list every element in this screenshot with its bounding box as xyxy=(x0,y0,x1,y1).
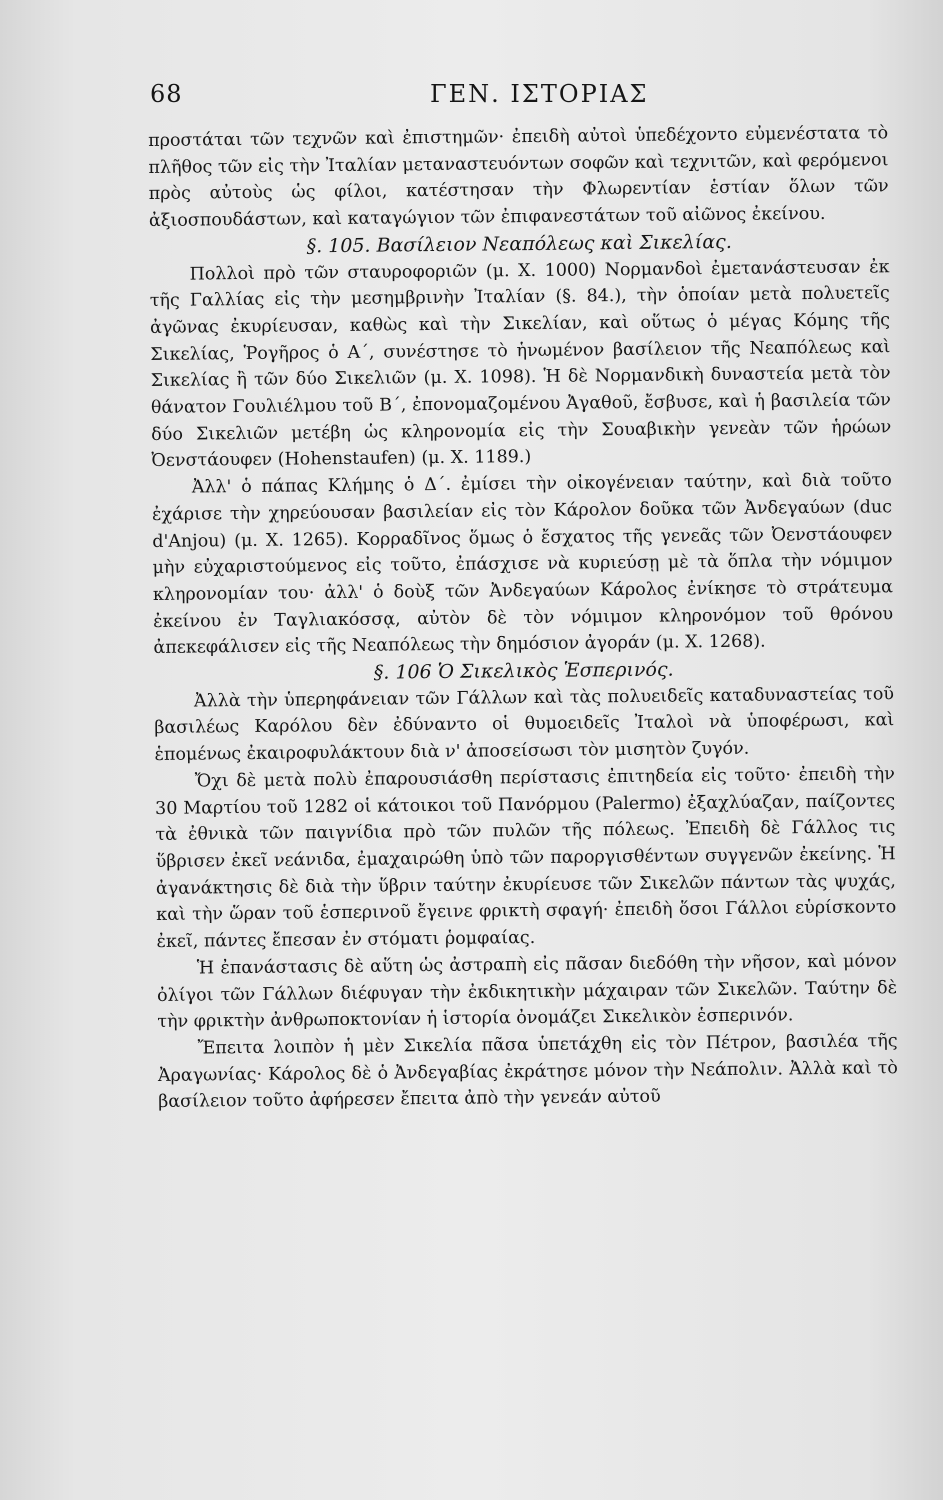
page-header xyxy=(150,80,910,116)
page-number: 68 xyxy=(150,80,183,108)
paragraph-aftermath: Ἔπειτα λοιπὸν ἡ μὲν Σικελία πᾶσα ὑπετάχθη εἰς τὸν Πέτρον, βασιλέα τῆς Ἀραγωνίας· Κάρολος δὲ ὁ Ἀνδεγαβίας ἐκράτησε μόνον τὴν Νεάπολιν. Ἀλλὰ καὶ τὸ βασίλειον τοῦτο ἀφήρεσεν ἔπειτα ἀπὸ τὴν γενεάν αὐτοῦ xyxy=(157,1031,898,1113)
section-heading-105: §. 105. Βασίλειον Νεαπόλεως καὶ Σικελίας. xyxy=(306,230,732,258)
paragraph-french-pride: Ἀλλὰ τὴν ὑπερηφάνειαν τῶν Γάλλων καὶ τὰς πολυειδεῖς καταδυναστείας τοῦ βασιλέως Καρόλου δὲν ἐδύναντο οἱ θυμοειδεῖς Ἰταλοὶ νὰ ὑποφέρωσι, καὶ ἑπομένως ἐκαιροφυλάκτουν διὰ ν' ἀποσείσωσι τὸν μισητὸν ζυγόν. xyxy=(154,683,895,766)
paragraph-revolt: Ἡ ἐπανάστασις δὲ αὕτη ὡς ἀστραπὴ εἰς πᾶσαν διεδόθη τὴν νῆσον, καὶ μόνον ὀλίγοι τῶν Γάλλων διέφυγαν τὴν ἐκδικητικὴν μάχαιραν τῶν Σικελῶν. Ταύτην δὲ τὴν φρικτὴν ἀνθρωποκτονίαν ἡ ἱστορία ὀνομάζει Σικελικὸν ἑσπερινόν. xyxy=(156,951,898,1033)
running-title: ΓΕΝ. ΙΣΤΟΡΙΑΣ xyxy=(430,80,649,108)
paragraph-continuation: προστάται τῶν τεχνῶν καὶ ἐπιστημῶν· ἐπειδὴ αὐτοὶ ὑπεδέχοντο εὐμενέστατα τὸ πλῆθος τῶν εἰς τὴν Ἰταλίαν μεταναστευόντων σοφῶν καὶ τεχνιτῶν, καὶ φερόμενοι πρὸς αὐτοὺς ὡς φίλοι, κατέστησαν τὴν Φλωρεντίαν ἑστίαν ὅλων τῶν ἀξιοσπουδάστων, καὶ καταγώγιον τῶν ἐπιφανεστάτων τοῦ αἰῶνος ἐκείνου. xyxy=(148,123,889,232)
paragraph-palermo: Ὄχι δὲ μετὰ πολὺ ἐπαρουσιάσθη περίστασις ἐπιτηδεία εἰς τοῦτο· ἐπειδὴ τὴν 30 Μαρτίου τοῦ 1282 οἱ κάτοικοι τοῦ Πανόρμου (Palermo) ἐξαχλύαζαν, παίζοντες τὰ ἐθνικὰ τῶν παιγνίδια πρὸ τῶν πυλῶν τῆς πόλεως. Ἐπειδὴ δὲ Γάλλος τις ὕβρισεν ἐκεῖ νεάνιδα, ἐμαχαιρώθη ὑπὸ τῶν παροργισθέντων συγγενῶν ἐκείνης. Ἡ ἀγανάκτησις δὲ διὰ τὴν ὕβριν ταύτην ἐκυρίευσε τῶν Σικελῶν πάντων τὰς ψυχάς, καὶ τὴν ὥραν τοῦ ἑσπερινοῦ ἔγεινε φρικτὴ σφαγή· ἐπειδὴ ὅσοι Γάλλοι εὑρίσκοντο ἐκεῖ, πάντες ἔπεσαν ἐν στόματι ῥομφαίας. xyxy=(155,764,897,953)
paragraph-normans: Πολλοὶ πρὸ τῶν σταυροφοριῶν (μ. Χ. 1000) Νορμανδοὶ ἐμετανάστευσαν ἐκ τῆς Γαλλίας εἰς τὴν μεσημβρινὴν Ἰταλίαν (§. 84.), τὴν ὁποίαν μετὰ πολυετεῖς ἀγῶνας ἐκυρίευσαν, καθὼς καὶ τὴν Σικελίαν, καὶ οὕτως ὁ μέγας Κόμης τῆς Σικελίας, Ῥογῆρος ὁ Α΄, συνέστησε τὸ ἡνωμένον βασίλειον τῆς Νεαπόλεως καὶ Σικελίας ἢ τῶν δύο Σικελιῶν (μ. Χ. 1098). Ἡ δὲ Νορμανδικὴ δυναστεία μετὰ τὸν θάνατον Γουλιέλμου τοῦ Β΄, ἐπονομαζομένου Ἀγαθοῦ, ἔσβυσε, καὶ ἡ βασιλεία τῶν δύο Σικελιῶν μετέβη ὡς κληρονομία εἰς τὴν Σουαβικὴν γενεὰν τῶν ἡρώων Ὀενστάουφεν (Hohenstaufen) (μ. Χ. 1189.) xyxy=(149,256,892,472)
paragraph-clement: Ἀλλ' ὁ πάπας Κλήμης ὁ Δ΄. ἐμίσει τὴν οἰκογένειαν ταύτην, καὶ διὰ τοῦτο ἐχάρισε τὴν χηρεύουσαν βασιλείαν εἰς τὸν Κάρολον δοῦκα τῶν Ἀνδεγαύων (duc d'Anjou) (μ. Χ. 1265). Κορραδῖνος ὅμως ὁ ἔσχατος τῆς γενεᾶς τῶν Ὀενστάουφεν μὴν εὐχαριστούμενος εἰς τοῦτο, ἐπάσχισε νὰ κυριεύσῃ μὲ τὰ ὅπλα τὴν νόμιμον κληρονομίαν του· ἀλλ' ὁ δοὺξ τῶν Ἀνδεγαύων Κάρολος ἐνίκησε τὸ στράτευμα ἐκείνου ἐν Ταγλιακόσσᾳ, αὐτὸν δὲ τὸν νόμιμον κληρονόμον τοῦ θρόνου ἀπεκεφάλισεν εἰς τῆς Νεαπόλεως τὴν δημόσιον ἀγοράν (μ. Χ. 1268). xyxy=(151,470,894,659)
body-text xyxy=(148,120,898,1116)
section-heading-106: §. 106 Ὁ Σικελικὸς Ἑσπερινός. xyxy=(373,658,674,684)
